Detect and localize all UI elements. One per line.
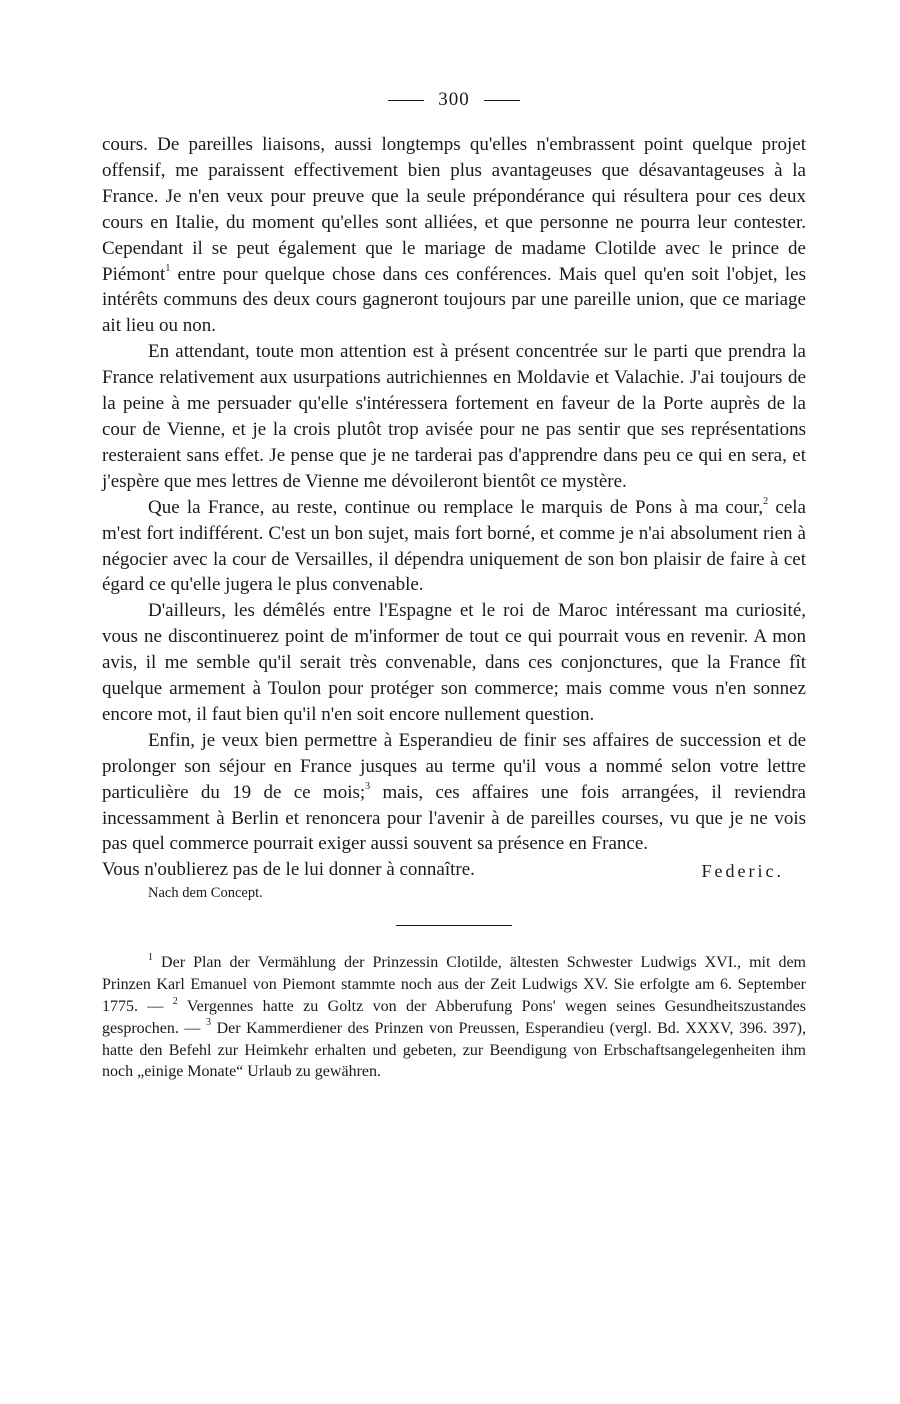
paragraph-3 bbox=[102, 495, 806, 599]
footnote-2: Vergennes hatte zu Goltz von der Abberufung Pons' wegen seines Gesundheitszustandes gesprochen. — bbox=[102, 997, 806, 1037]
footnote-ref-2: 2 bbox=[763, 496, 769, 508]
footnote-3: Der Kammerdiener des Prinzen von Preussen, Esperandieu (vergl. Bd. XXXV, 396. 397), hatte den Befehl zur Heimkehr erhalten und gebeten, zur Beendigung von Erbschaftsangelegenheiten ihm noch „einige Monate“ Urlaub zu gewähren. bbox=[102, 1019, 807, 1081]
footnote-block bbox=[102, 952, 806, 1083]
footnote-ref-1: 1 bbox=[165, 263, 171, 275]
page bbox=[102, 88, 806, 1083]
paragraph-5-continued: mais, ces affaires une fois arrangées, il reviendra incessamment à Berlin et renoncera pour l'avenir à de pareilles courses, vu que je ne vois pas quel commerce pourrait exiger aussi souvent sa présence en France. bbox=[102, 781, 806, 855]
paragraph-2: En attendant, toute mon attention est à présent concentrée sur le parti que prendra la France relativement aux usurpations autrichiennes en Moldavie et Valachie. J'ai toujours de la peine à me persuader qu'elle s'intéressera fortement en faveur de la Porte auprès de la cour de Vienne, et je la crois plutôt trop avisée pour ne pas sentir que ses représentations resteraient sans effet. Je pense que je ne tarderai pas d'apprendre dans peu ce qui en sera, et j'espère que mes lettres de Vienne me dévoileront bientôt ce mystère. bbox=[102, 341, 806, 492]
paragraph-4: D'ailleurs, les démêlés entre l'Espagne et le roi de Maroc intéressant ma curiosité, vous ne discontinuerez point de m'informer de tout ce qui pourrait vous en revenir. A mon avis, il me semble qu'il serait très convenable, dans ces conjonctures, que la France fît quelque armement à Toulon pour protéger son commerce; mais comme vous n'en sonnez encore mot, il faut bien qu'il n'en soit encore nullement question. bbox=[102, 600, 806, 725]
closing-line: Vous n'oublierez pas de le lui donner à connaître. bbox=[102, 859, 475, 881]
footnote-1: Der Plan der Vermählung der Prinzessin Clotilde, ältesten Schwester Ludwigs XVI., mit dem Prinzen Karl Emanuel von Piemont stammte noch aus der Zeit Ludwigs XV. Sie erfolgte am 6. September 1775. — bbox=[102, 954, 806, 1015]
signature: Federic. bbox=[701, 861, 784, 882]
page-number: 300 bbox=[438, 89, 470, 110]
footnote-ref-3: 3 bbox=[365, 781, 371, 793]
footnotes bbox=[102, 952, 806, 1083]
paragraph-1-text: cours. De pareilles liaisons, aussi longtemps qu'elles n'embrassent point quelque projet offensif, me paraissent effectivement bien plus avantageuses que désavantageuses à la France. Je n'en veux pour preuve que la seule prépondérance qui résultera pour ces deux cours en Italie, du moment qu'elles sont alliées, et que personne ne pourra leur contester. Cependant il se peut également que le mariage de madame Clotilde avec le prince de Piémont bbox=[102, 134, 806, 285]
paragraph-1-continued: entre pour quelque chose dans ces conférences. Mais quel qu'en soit l'objet, les intérêts communs des deux cours gagneront toujours par une pareille union, que ce mariage ait lieu ou non. bbox=[102, 263, 806, 337]
footnote-mark-2: 2 bbox=[172, 995, 178, 1007]
footnote-divider bbox=[396, 925, 512, 926]
header-dash-right bbox=[484, 100, 520, 101]
closing-row bbox=[102, 857, 806, 885]
source-note: Nach dem Concept. bbox=[148, 885, 263, 902]
paragraph-5-text: Enfin, je veux bien permettre à Esperandieu de finir ses affaires de succession et de prolonger son séjour en France jusques au terme qu'il vous a nommé selon votre lettre particulière du 19 de ce mois; bbox=[102, 729, 806, 803]
paragraph-3-text: Que la France, au reste, continue ou remplace le marquis de Pons à ma cour, bbox=[148, 496, 764, 518]
letter-body bbox=[102, 132, 806, 885]
paragraph-1 bbox=[102, 132, 806, 339]
paragraph-5 bbox=[102, 728, 806, 858]
paragraph-3-continued: cela m'est fort indifférent. C'est un bon sujet, mais fort borné, et comme je n'ai absolument rien à négocier avec la cour de Versailles, il dépendra uniquement de son bon plaisir de faire à cet égard ce qu'elle jugera le plus convenable. bbox=[102, 496, 806, 596]
footnote-mark-1: 1 bbox=[148, 952, 153, 964]
header-dash-left bbox=[388, 100, 424, 101]
page-header bbox=[102, 88, 806, 112]
footnote-mark-3: 3 bbox=[206, 1017, 211, 1029]
